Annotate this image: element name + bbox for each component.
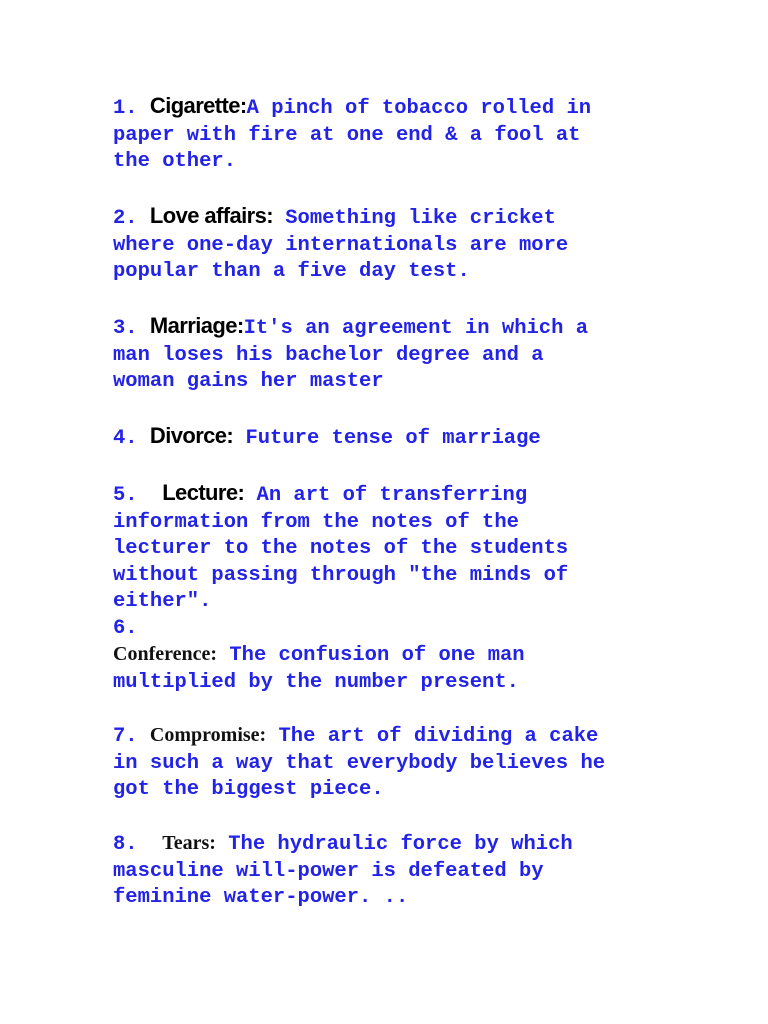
entry-line (113, 313, 588, 343)
entry-term: Lecture: (162, 480, 245, 505)
entry-term: Love affairs: (149, 203, 273, 228)
entry-line (113, 203, 568, 233)
entry-definition: without passing through "the minds of (113, 563, 569, 587)
entry-number: 8. (113, 833, 138, 856)
entry-term: Conference: (113, 643, 218, 665)
entry-compromise (113, 722, 605, 804)
entry-number: 1. (113, 97, 138, 120)
entry-line (113, 641, 525, 670)
entry-number: 6. (113, 616, 138, 640)
entry-number: 3. (113, 317, 138, 340)
entry-number: 4. (113, 427, 138, 450)
entry-definition: An art of transferring (244, 484, 528, 507)
entry-line (113, 423, 541, 453)
entry-definition: Something like cricket (272, 207, 556, 230)
entry-conference (113, 641, 525, 696)
entry-definition: information from the notes of the (113, 510, 519, 534)
entry-definition: feminine water-power. .. (113, 886, 409, 909)
entry-line (113, 480, 568, 510)
entry-term: Divorce: (149, 423, 234, 448)
entry-line (113, 722, 605, 751)
entry-definition: The confusion of one man (217, 644, 525, 667)
entry-definition: in such a way that everybody believes he (113, 751, 606, 775)
entry-definition: where one-day internationals are more (113, 233, 569, 257)
entry-definition: paper with fire at one end & a fool at (113, 123, 581, 147)
entry-lecture (113, 480, 568, 642)
entry-line (113, 93, 591, 123)
entry-term: Tears: (162, 832, 216, 854)
entry-number: 7. (113, 725, 138, 748)
entry-definition: got the biggest piece. (113, 778, 384, 801)
entry-definition: man loses his bachelor degree and a (113, 343, 544, 367)
entry-term: Marriage: (149, 313, 244, 338)
entry-definition: masculine will-power is defeated by (113, 859, 544, 883)
entry-definition: multiplied by the number present. (113, 670, 519, 694)
entry-marriage (113, 313, 588, 396)
entry-number: 2. (113, 207, 138, 230)
entry-term: Compromise: (149, 724, 267, 746)
entry-definition: It's an agreement in which a (243, 317, 589, 340)
entry-tears (113, 830, 573, 912)
entry-cigarette (113, 93, 591, 176)
entry-definition: woman gains her master (113, 370, 384, 393)
entry-definition: the other. (113, 150, 237, 173)
entry-definition: either". (113, 590, 212, 613)
entry-definition: The hydraulic force by which (215, 833, 573, 856)
entry-definition: A pinch of tobacco rolled in (246, 97, 592, 120)
entry-definition: popular than a five day test. (113, 260, 470, 283)
entry-definition: The art of dividing a cake (266, 725, 599, 748)
entry-number: 5. (113, 484, 138, 507)
entry-term: Cigarette: (149, 93, 247, 118)
entry-definition: Future tense of marriage (233, 427, 541, 450)
entry-love-affairs (113, 203, 568, 286)
entry-divorce (113, 423, 541, 453)
entry-definition: lecturer to the notes of the students (113, 537, 569, 560)
entry-line (113, 830, 573, 859)
